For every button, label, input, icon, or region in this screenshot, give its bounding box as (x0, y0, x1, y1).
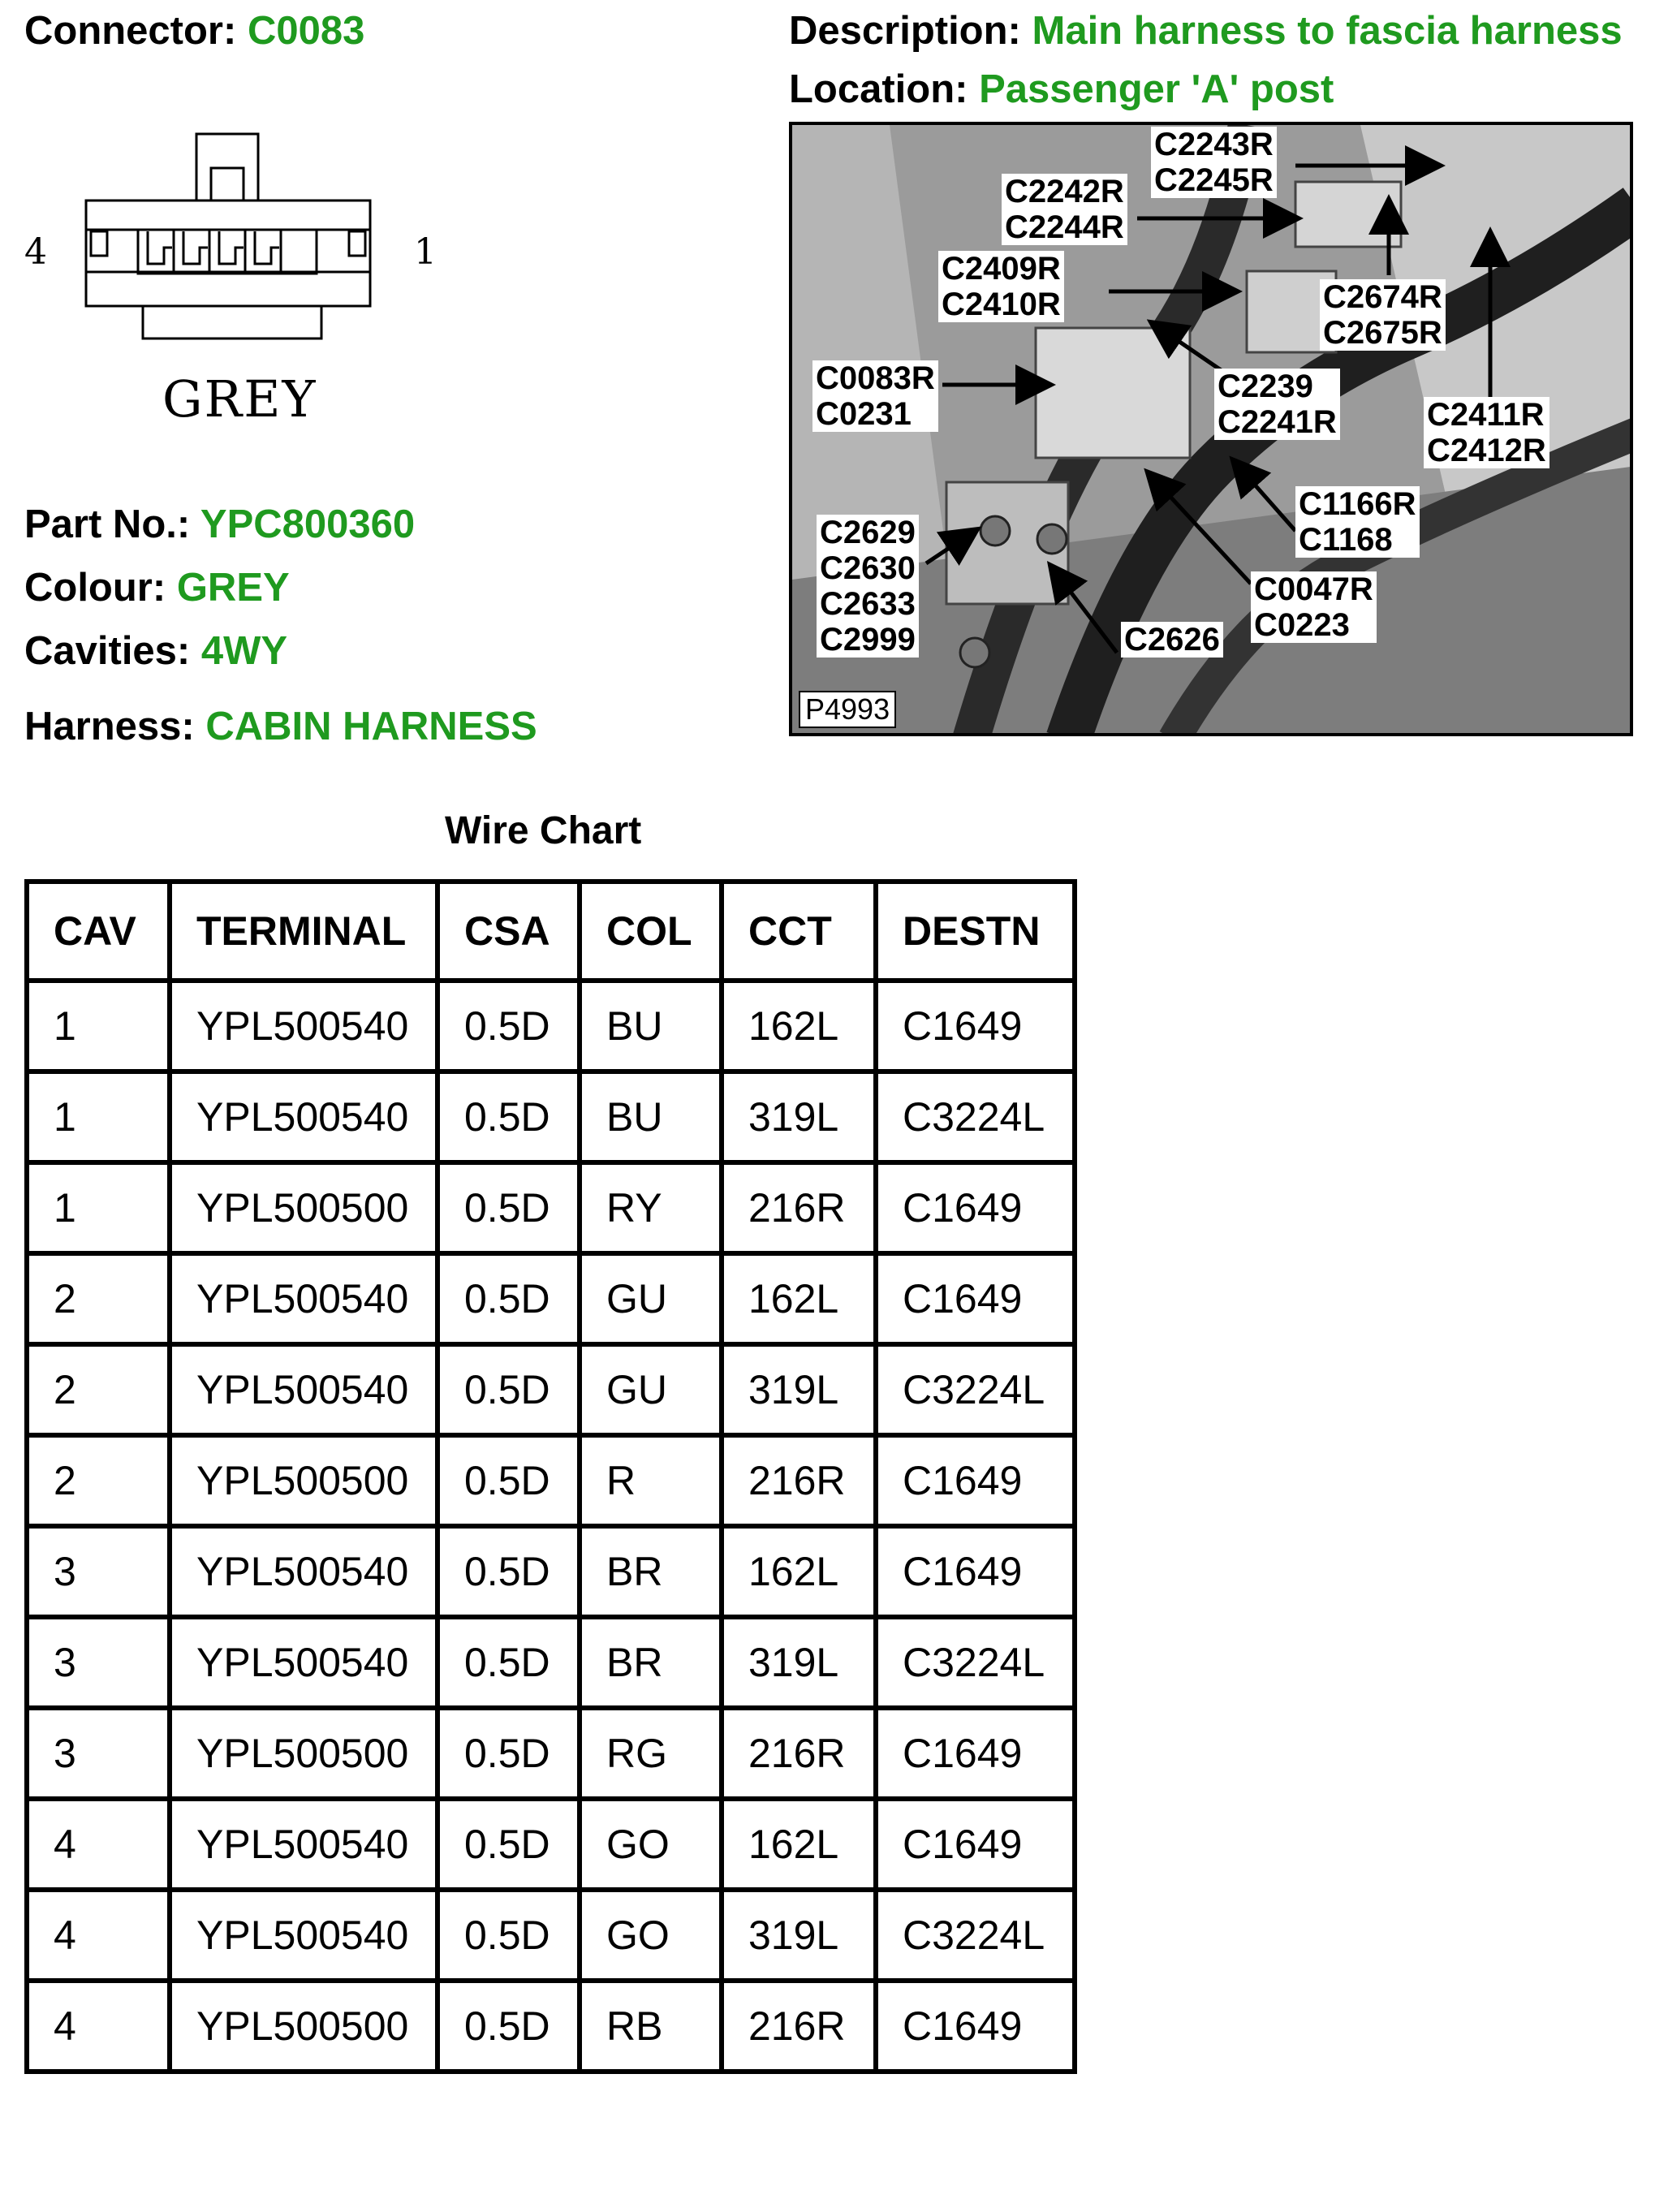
column-header: CCT (722, 882, 876, 981)
table-row (27, 981, 1075, 1072)
table-cell: BU (580, 1072, 722, 1162)
wire-chart-title: Wire Chart (445, 809, 642, 852)
table-cell: 0.5D (437, 1435, 580, 1526)
connector-heading (24, 11, 364, 51)
table-row (27, 1890, 1075, 1981)
table-cell: GO (580, 1890, 722, 1981)
column-header: TERMINAL (170, 882, 437, 981)
location-label: Location: (789, 67, 968, 111)
table-cell: 2 (27, 1435, 170, 1526)
description-heading (789, 11, 1623, 51)
cavities-line (24, 629, 288, 673)
table-cell: YPL500500 (170, 1162, 437, 1253)
table-cell: YPL500540 (170, 1890, 437, 1981)
table-cell: RG (580, 1708, 722, 1799)
table-cell: GU (580, 1253, 722, 1344)
table-cell: 162L (722, 1799, 876, 1890)
table-cell: R (580, 1435, 722, 1526)
table-cell: YPL500540 (170, 1526, 437, 1617)
table-cell: YPL500540 (170, 981, 437, 1072)
table-cell: 319L (722, 1890, 876, 1981)
connector-value: C0083 (247, 9, 365, 53)
colour-line (24, 568, 290, 608)
harness-value: CABIN HARNESS (205, 705, 537, 748)
photo-callout: C2243R C2245R (1151, 127, 1277, 198)
photo-callout: C2411R C2412R (1424, 397, 1549, 468)
table-cell: 4 (27, 1890, 170, 1981)
table-cell: 0.5D (437, 981, 580, 1072)
table-cell: 3 (27, 1708, 170, 1799)
location-value: Passenger 'A' post (979, 67, 1334, 111)
column-header: CAV (27, 882, 170, 981)
table-cell: 0.5D (437, 1253, 580, 1344)
table-row (27, 1981, 1075, 2072)
table-cell: YPL500500 (170, 1981, 437, 2072)
photo-callout: C2674R C2675R (1320, 279, 1446, 351)
table-cell: RY (580, 1162, 722, 1253)
table-cell: C3224L (876, 1617, 1075, 1708)
column-header: COL (580, 882, 722, 981)
photo-callout: C2629 C2630 C2633 C2999 (817, 515, 919, 658)
colour-label: Colour: (24, 566, 166, 610)
location-photo (789, 122, 1633, 736)
pin-1-label: 1 (414, 231, 437, 273)
table-cell: 2 (27, 1344, 170, 1435)
table-cell: 3 (27, 1617, 170, 1708)
harness-label: Harness: (24, 705, 195, 748)
table-cell: 0.5D (437, 1526, 580, 1617)
connector-color-caption: GREY (162, 369, 317, 429)
table-cell: YPL500540 (170, 1617, 437, 1708)
table-cell: C1649 (876, 981, 1075, 1072)
table-cell: 0.5D (437, 1708, 580, 1799)
table-cell: 2 (27, 1253, 170, 1344)
wire-chart-table (24, 879, 1077, 2074)
harness-line (24, 707, 537, 747)
table-row (27, 1708, 1075, 1799)
table-cell: BU (580, 981, 722, 1072)
table-cell: 216R (722, 1162, 876, 1253)
cavities-label: Cavities: (24, 629, 191, 673)
table-cell: 1 (27, 981, 170, 1072)
table-cell: GO (580, 1799, 722, 1890)
part-no-value: YPC800360 (200, 502, 416, 546)
table-cell: 319L (722, 1072, 876, 1162)
table-cell: YPL500540 (170, 1072, 437, 1162)
table-cell: C1649 (876, 1526, 1075, 1617)
table-cell: C1649 (876, 1799, 1075, 1890)
description-value: Main harness to fascia harness (1032, 9, 1623, 53)
photo-callout: C2626 (1121, 622, 1223, 658)
table-cell: 4 (27, 1981, 170, 2072)
table-cell: 319L (722, 1617, 876, 1708)
table-cell: 216R (722, 1435, 876, 1526)
description-label: Description: (789, 9, 1021, 53)
photo-callout: C2409R C2410R (938, 251, 1064, 322)
table-cell: YPL500540 (170, 1344, 437, 1435)
table-cell: C3224L (876, 1072, 1075, 1162)
table-row (27, 1435, 1075, 1526)
table-header-row (27, 882, 1075, 981)
table-cell: 0.5D (437, 1799, 580, 1890)
table-cell: YPL500500 (170, 1435, 437, 1526)
table-row (27, 1617, 1075, 1708)
table-cell: C3224L (876, 1890, 1075, 1981)
table-cell: 0.5D (437, 1162, 580, 1253)
connector-label: Connector: (24, 9, 237, 53)
table-cell: 1 (27, 1162, 170, 1253)
table-row (27, 1799, 1075, 1890)
photo-callout: C1166R C1168 (1295, 486, 1420, 558)
table-cell: C1649 (876, 1981, 1075, 2072)
table-row (27, 1072, 1075, 1162)
table-row (27, 1162, 1075, 1253)
table-cell: RB (580, 1981, 722, 2072)
table-cell: BR (580, 1617, 722, 1708)
table-cell: 0.5D (437, 1981, 580, 2072)
table-cell: C1649 (876, 1253, 1075, 1344)
location-heading (789, 67, 1334, 111)
colour-value: GREY (176, 566, 290, 610)
table-cell: BR (580, 1526, 722, 1617)
pin-4-label: 4 (24, 231, 47, 273)
table-cell: 162L (722, 1253, 876, 1344)
photo-callout: C0083R C0231 (812, 360, 938, 432)
photo-callout: C2242R C2244R (1002, 174, 1127, 245)
photo-callout: C0047R C0223 (1251, 571, 1377, 643)
table-cell: 1 (27, 1072, 170, 1162)
table-cell: 162L (722, 1526, 876, 1617)
table-cell: YPL500540 (170, 1799, 437, 1890)
table-cell: 216R (722, 1981, 876, 2072)
table-cell: C3224L (876, 1344, 1075, 1435)
table-cell: 4 (27, 1799, 170, 1890)
table-cell: YPL500500 (170, 1708, 437, 1799)
column-header: DESTN (876, 882, 1075, 981)
table-cell: 3 (27, 1526, 170, 1617)
table-row (27, 1526, 1075, 1617)
table-cell: 0.5D (437, 1617, 580, 1708)
table-cell: C1649 (876, 1162, 1075, 1253)
table-cell: GU (580, 1344, 722, 1435)
table-cell: 162L (722, 981, 876, 1072)
part-no-line (24, 502, 416, 546)
table-cell: 0.5D (437, 1890, 580, 1981)
table-cell: 0.5D (437, 1344, 580, 1435)
photo-id: P4993 (799, 691, 896, 728)
table-cell: C1649 (876, 1435, 1075, 1526)
table-cell: 319L (722, 1344, 876, 1435)
table-cell: 0.5D (437, 1072, 580, 1162)
part-no-label: Part No.: (24, 502, 191, 546)
cavities-value: 4WY (200, 629, 288, 673)
column-header: CSA (437, 882, 580, 981)
table-cell: YPL500540 (170, 1253, 437, 1344)
photo-callout: C2239 C2241R (1214, 369, 1340, 440)
table-cell: C1649 (876, 1708, 1075, 1799)
table-row (27, 1344, 1075, 1435)
table-row (27, 1253, 1075, 1344)
table-cell: 216R (722, 1708, 876, 1799)
